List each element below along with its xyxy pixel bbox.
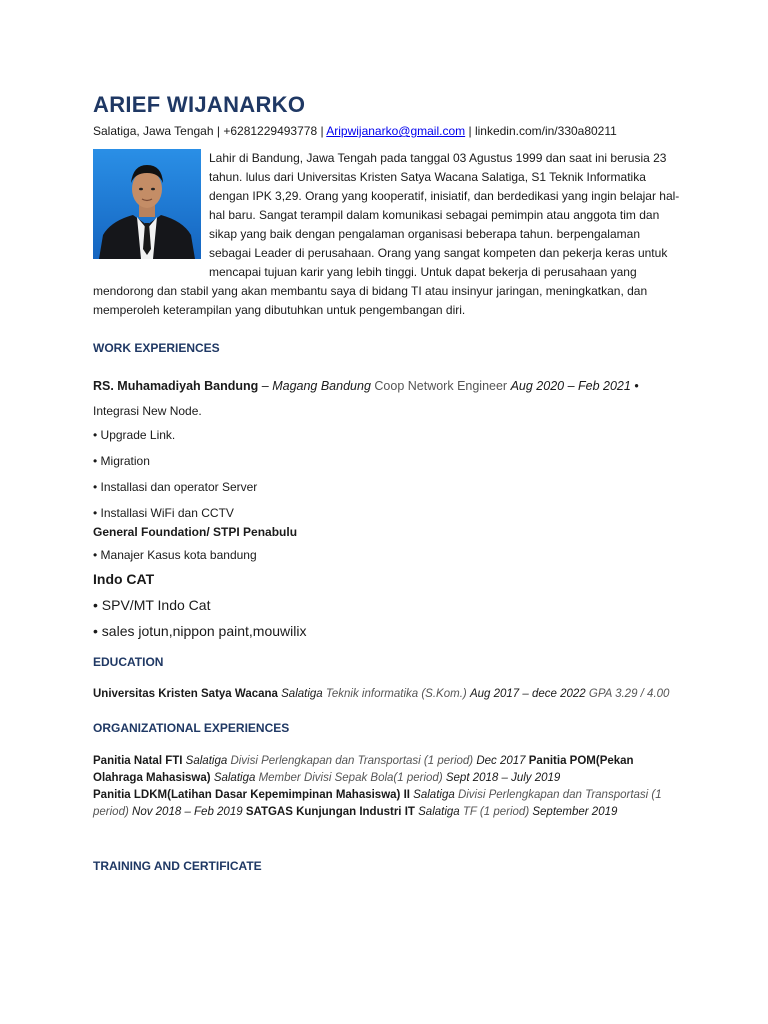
location-text: Salatiga, Jawa Tengah (93, 124, 214, 138)
org-section-title: ORGANIZATIONAL EXPERIENCES (93, 721, 290, 735)
job1-place: Magang Bandung (272, 379, 371, 393)
org-name: Panitia LDKM(Latihan Dasar Kepemimpinan Mahasiswa) II (93, 789, 410, 801)
bullet: • (634, 379, 639, 393)
profile-photo (93, 149, 201, 259)
job1-role: Coop Network Engineer (374, 379, 508, 393)
linkedin-text: linkedin.com/in/330a80211 (474, 124, 617, 138)
org-period: Nov 2018 – Feb 2019 (132, 806, 243, 818)
org-role: Member Divisi Sepak Bola(1 period) (258, 772, 443, 784)
job3-item-1: • sales jotun,nippon paint,mouwilix (93, 623, 307, 639)
job1-item-1: • Upgrade Link. (93, 428, 176, 442)
org-role: Divisi Perlengkapan dan Transportasi (1 period) (230, 755, 474, 767)
job1-item-0: Integrasi New Node. (93, 404, 202, 418)
summary-text: Lahir di Bandung, Jawa Tengah pada tanggal 03 Agustus 1999 dan saat ini berusia 23 tahun. lulus dari Universitas Kristen Satya Wacana Salatiga, S1 Teknik Informatika dengan IPK 3,29. Orang yang kooperatif, inisiatif, dan berdedikasi yang ingin belajar hal-hal baru. Sangat terampil dalam komunikasi sebagai pemimpin atau anggota tim dan sikap yang baik dengan pengalaman organisasi beberapa tahun. berpengalaman sebagai Leader di perusahaan. Orang yang sangat kompeten dan pekerja keras untuk mencapai tujuan karir yang lebih tinggi. Untuk dapat bekerja di perusahaan yang mendorong dan stabil yang akan membantu saya di bidang TI atau insinyur jaringan, meningkatkan, dan memperoleh keterampilan yang dibutuhkan untuk pengembangan diri. (93, 151, 680, 317)
org-city: Salatiga (185, 755, 228, 767)
job1-header (93, 378, 683, 395)
separator: | (317, 124, 327, 138)
job1-item-4: • Installasi WiFi dan CCTV (93, 506, 234, 520)
org-city: Salatiga (418, 806, 460, 818)
job2-company: General Foundation/ STPI Penabulu (93, 525, 298, 539)
education-gpa: GPA 3.29 / 4.00 (588, 688, 670, 700)
phone-text: +6281229493778 (223, 124, 318, 138)
job3-item-0: • SPV/MT Indo Cat (93, 597, 211, 613)
job2-item-0: • Manajer Kasus kota bandung (93, 548, 257, 562)
org-period: September 2019 (532, 806, 618, 818)
org-period: Dec 2017 (476, 755, 526, 767)
org-period: Sept 2018 – July 2019 (445, 772, 561, 784)
summary-block (93, 149, 683, 320)
org-role: Divisi Perlengkapan dan Transportasi (1 period) (93, 789, 662, 818)
org-name: Panitia POM(Pekan Olahraga Mahasiswa) (93, 755, 634, 784)
org-name: SATGAS Kunjungan Industri IT (245, 806, 415, 818)
training-section-title: TRAINING AND CERTIFICATE (93, 859, 262, 873)
education-period: Aug 2017 – dece 2022 (469, 688, 586, 700)
org-entries (93, 753, 683, 821)
separator: | (213, 124, 224, 138)
org-role: TF (1 period) (462, 806, 530, 818)
org-city: Salatiga (213, 772, 256, 784)
dash: – (258, 379, 273, 393)
org-name: Panitia Natal FTI (93, 755, 183, 767)
education-city: Salatiga (281, 688, 323, 700)
job1-company: RS. Muhamadiyah Bandung (93, 379, 259, 393)
contact-line (93, 123, 683, 139)
work-section-title: WORK EXPERIENCES (93, 341, 220, 355)
job1-period: Aug 2020 – Feb 2021 (510, 379, 631, 393)
job3-company: Indo CAT (93, 571, 155, 587)
education-school: Universitas Kristen Satya Wacana (93, 688, 278, 700)
separator: | (465, 124, 475, 138)
education-degree: Teknik informatika (S.Kom.) (325, 688, 467, 700)
job1-item-2: • Migration (93, 454, 150, 468)
email-link[interactable]: Aripwijanarko@gmail.com (326, 124, 466, 138)
education-entry (93, 686, 683, 703)
education-section-title: EDUCATION (93, 655, 164, 669)
job1-item-3: • Installasi dan operator Server (93, 480, 258, 494)
resume-page (93, 90, 683, 873)
candidate-name: ARIEF WIJANARKO (93, 92, 306, 117)
org-city: Salatiga (413, 789, 455, 801)
